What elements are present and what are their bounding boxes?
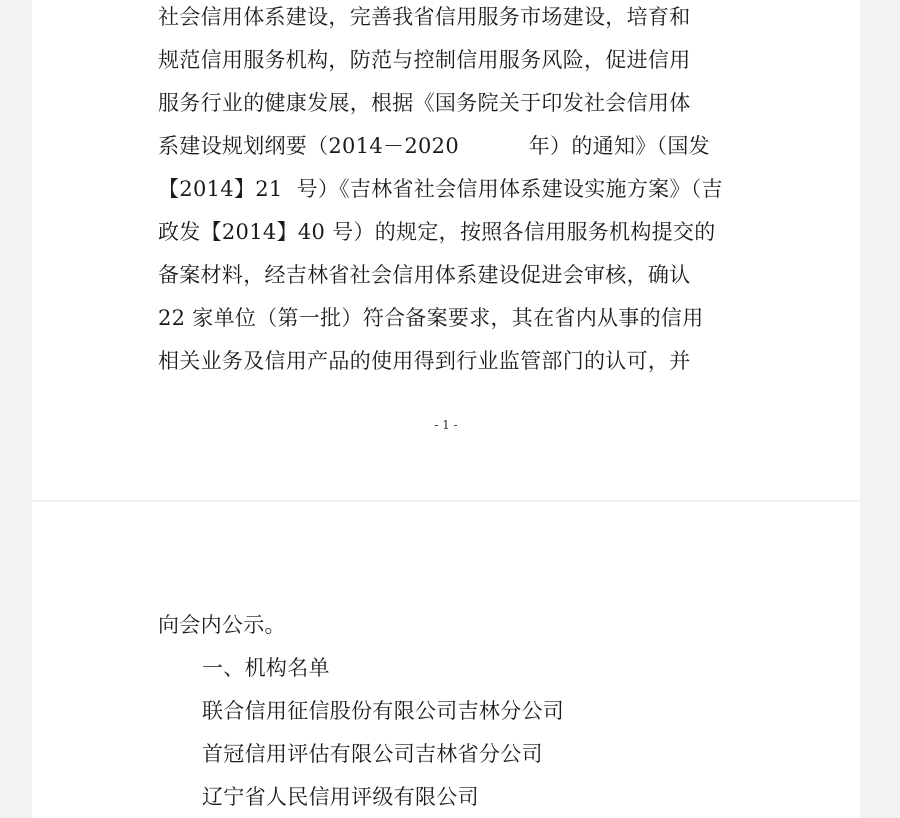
page-number: - 1 -	[434, 418, 458, 432]
body-text-line: 政发【2014】40 号）的规定，按照各信用服务机构提交的	[158, 220, 716, 244]
document-page-1	[32, 0, 860, 500]
section-heading: 一、机构名单	[202, 656, 330, 680]
body-text-line: 社会信用体系建设，完善我省信用服务市场建设，培育和	[158, 5, 691, 29]
body-text-line: 备案材料，经吉林省社会信用体系建设促进会审核，确认	[158, 263, 691, 287]
body-text-line: 服务行业的健康发展，根据《国务院关于印发社会信用体	[158, 91, 691, 115]
list-item: 联合信用征信股份有限公司吉林分公司	[202, 699, 565, 723]
list-item: 辽宁省人民信用评级有限公司	[202, 785, 479, 809]
body-text-line: 系建设规划纲要（2014－2020 年）的通知》（国发	[158, 134, 710, 158]
body-text-line: 【2014】21 号）《吉林省社会信用体系建设实施方案》（吉	[158, 177, 723, 201]
list-item: 首冠信用评估有限公司吉林省分公司	[202, 742, 543, 766]
body-text-line: 相关业务及信用产品的使用得到行业监管部门的认可，并	[158, 349, 691, 373]
body-text-line: 向会内公示。	[158, 613, 286, 637]
document-page-2	[32, 502, 860, 818]
body-text-line: 22 家单位（第一批）符合备案要求，其在省内从事的信用	[158, 306, 704, 330]
body-text-line: 规范信用服务机构，防范与控制信用服务风险，促进信用	[158, 48, 691, 72]
